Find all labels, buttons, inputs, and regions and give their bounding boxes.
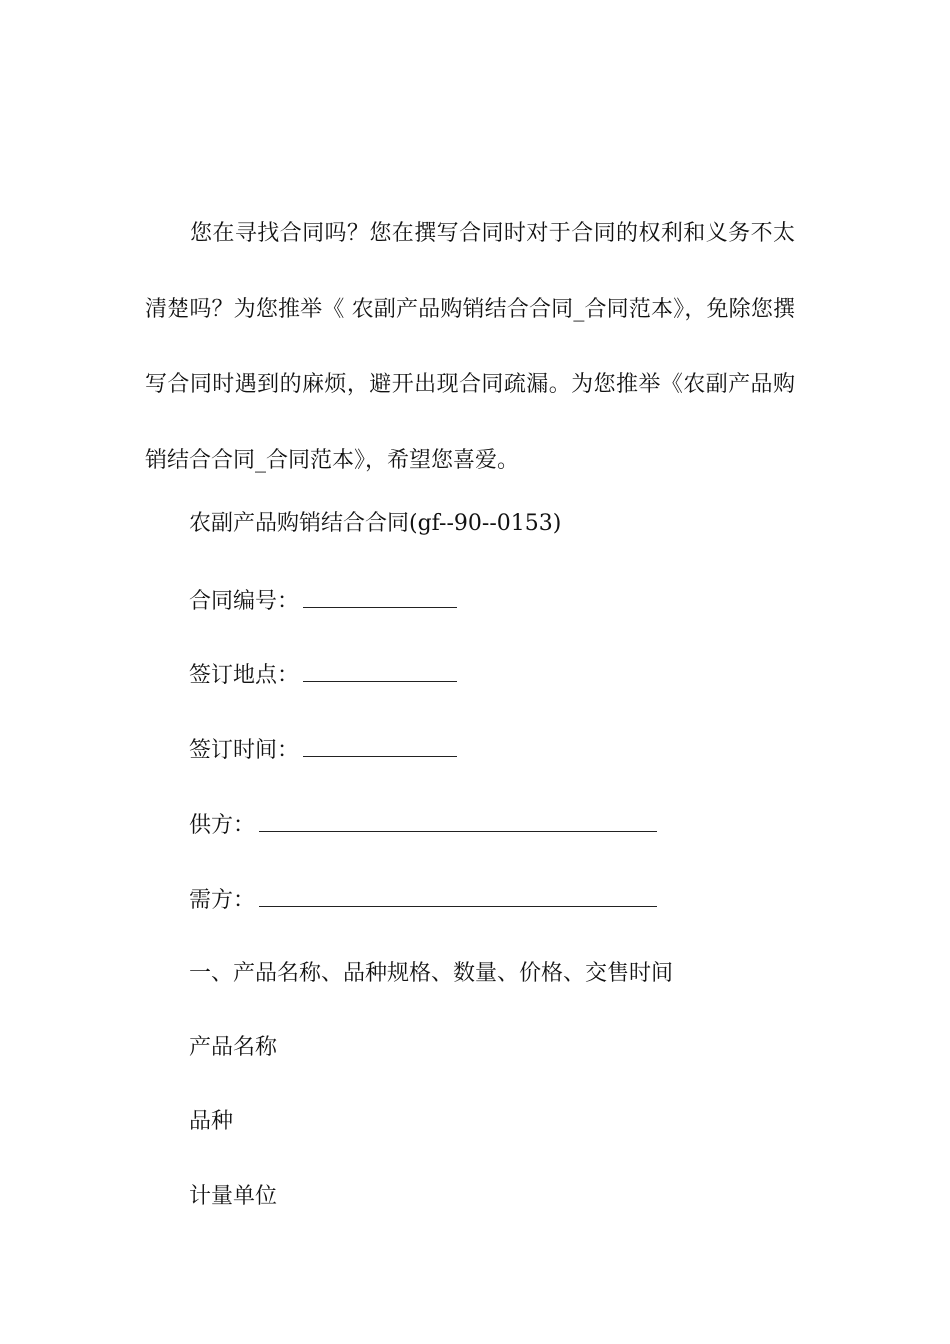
sign-place-blank <box>303 659 457 682</box>
intro-paragraph: 您在寻找合同吗？您在撰写合同时对于合同的权利和义务不太清楚吗？为您推举《 农副产品购销结合合同_合同范本》，免除您撰写合同时遇到的麻烦，避开出现合同疏漏。为您推举《农副产品购销结合合同_合同范本》，希望您喜爱。 <box>145 221 795 473</box>
contract-title: 农副产品购销结合合同(gf--90--0153) <box>189 511 562 536</box>
item-unit: 计量单位 <box>189 1184 278 1209</box>
supplier-row <box>189 809 657 841</box>
sign-time-row <box>189 734 457 766</box>
demander-label: 需方： <box>189 888 256 913</box>
section-heading-1: 一、产品名称、品种规格、数量、价格、交售时间 <box>189 961 674 986</box>
sign-time-label: 签订时间： <box>189 738 300 763</box>
item-variety: 品种 <box>189 1109 234 1134</box>
supplier-blank <box>259 809 657 832</box>
sign-time-blank <box>303 734 457 757</box>
contract-number-row <box>189 585 457 617</box>
sign-place-label: 签订地点： <box>189 663 300 688</box>
demander-blank <box>259 884 657 907</box>
contract-number-blank <box>303 585 457 608</box>
demander-row <box>189 884 657 916</box>
item-product-name: 产品名称 <box>189 1035 278 1060</box>
contract-number-label: 合同编号： <box>189 589 300 614</box>
sign-place-row <box>189 659 457 691</box>
supplier-label: 供方： <box>189 813 256 838</box>
